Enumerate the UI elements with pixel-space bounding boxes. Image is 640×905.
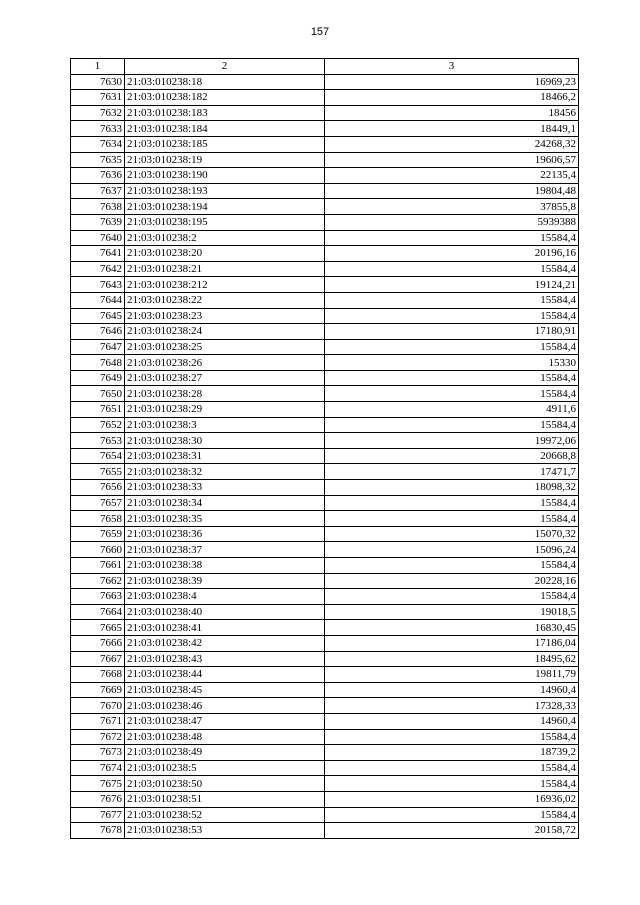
table-row	[71, 339, 579, 355]
table-row	[71, 433, 579, 449]
value-cell: 14960,4	[325, 682, 579, 698]
cadastral-number-cell: 21:03:010238:41	[125, 620, 325, 636]
cadastral-number-cell: 21:03:010238:50	[125, 776, 325, 792]
table-row	[71, 542, 579, 558]
row-number-cell: 7633	[71, 121, 125, 137]
value-cell: 18466,2	[325, 90, 579, 106]
cadastral-number-cell: 21:03:010238:33	[125, 480, 325, 496]
table-row	[71, 729, 579, 745]
value-cell: 19606,57	[325, 152, 579, 168]
cadastral-number-cell: 21:03:010238:194	[125, 199, 325, 215]
value-cell: 15584,4	[325, 370, 579, 386]
cadastral-number-cell: 21:03:010238:38	[125, 558, 325, 574]
table-row	[71, 589, 579, 605]
row-number-cell: 7652	[71, 417, 125, 433]
value-cell: 15584,4	[325, 760, 579, 776]
cadastral-number-cell: 21:03:010238:45	[125, 682, 325, 698]
row-number-cell: 7636	[71, 168, 125, 184]
cadastral-number-cell: 21:03:010238:42	[125, 635, 325, 651]
value-cell: 19972,06	[325, 433, 579, 449]
row-number-cell: 7662	[71, 573, 125, 589]
cadastral-number-cell: 21:03:010238:43	[125, 651, 325, 667]
row-number-cell: 7642	[71, 261, 125, 277]
cadastral-number-cell: 21:03:010238:28	[125, 386, 325, 402]
value-cell: 15584,4	[325, 511, 579, 527]
row-number-cell: 7668	[71, 667, 125, 683]
table-row	[71, 230, 579, 246]
cadastral-number-cell: 21:03:010238:40	[125, 604, 325, 620]
row-number-cell: 7648	[71, 355, 125, 371]
row-number-cell: 7634	[71, 136, 125, 152]
table-row	[71, 324, 579, 340]
table-row	[71, 370, 579, 386]
value-cell: 15584,4	[325, 417, 579, 433]
row-number-cell: 7675	[71, 776, 125, 792]
table-row	[71, 682, 579, 698]
cadastral-number-cell: 21:03:010238:32	[125, 464, 325, 480]
value-cell: 19018,5	[325, 604, 579, 620]
cadastral-number-cell: 21:03:010238:31	[125, 448, 325, 464]
value-cell: 15584,4	[325, 261, 579, 277]
cadastral-number-cell: 21:03:010238:37	[125, 542, 325, 558]
cadastral-number-cell: 21:03:010238:193	[125, 183, 325, 199]
cadastral-number-cell: 21:03:010238:29	[125, 402, 325, 418]
value-cell: 22135,4	[325, 168, 579, 184]
table-row	[71, 651, 579, 667]
table-row	[71, 183, 579, 199]
table-row	[71, 246, 579, 262]
cadastral-number-cell: 21:03:010238:25	[125, 339, 325, 355]
value-cell: 18449,1	[325, 121, 579, 137]
value-cell: 16936,02	[325, 791, 579, 807]
value-cell: 20668,8	[325, 448, 579, 464]
column-header-2: 2	[125, 59, 325, 75]
table-row	[71, 152, 579, 168]
cadastral-number-cell: 21:03:010238:182	[125, 90, 325, 106]
row-number-cell: 7655	[71, 464, 125, 480]
value-cell: 15584,4	[325, 589, 579, 605]
table-row	[71, 214, 579, 230]
cadastral-number-cell: 21:03:010238:21	[125, 261, 325, 277]
table-row	[71, 261, 579, 277]
row-number-cell: 7664	[71, 604, 125, 620]
value-cell: 18495,62	[325, 651, 579, 667]
table-row	[71, 121, 579, 137]
cadastral-number-cell: 21:03:010238:212	[125, 277, 325, 293]
table-row	[71, 308, 579, 324]
value-cell: 37855,8	[325, 199, 579, 215]
row-number-cell: 7630	[71, 74, 125, 90]
row-number-cell: 7651	[71, 402, 125, 418]
table-row	[71, 495, 579, 511]
cadastral-table	[70, 58, 579, 839]
table-row	[71, 417, 579, 433]
page-number: 157	[310, 26, 330, 38]
cadastral-number-cell: 21:03:010238:51	[125, 791, 325, 807]
table-row	[71, 136, 579, 152]
cadastral-number-cell: 21:03:010238:36	[125, 526, 325, 542]
row-number-cell: 7659	[71, 526, 125, 542]
row-number-cell: 7678	[71, 823, 125, 839]
value-cell: 24268,32	[325, 136, 579, 152]
value-cell: 15096,24	[325, 542, 579, 558]
cadastral-number-cell: 21:03:010238:18	[125, 74, 325, 90]
row-number-cell: 7643	[71, 277, 125, 293]
table-row	[71, 355, 579, 371]
row-number-cell: 7649	[71, 370, 125, 386]
cadastral-number-cell: 21:03:010238:23	[125, 308, 325, 324]
value-cell: 15584,4	[325, 807, 579, 823]
table-row	[71, 402, 579, 418]
row-number-cell: 7670	[71, 698, 125, 714]
table-row	[71, 745, 579, 761]
table-row	[71, 698, 579, 714]
table-header-row	[71, 59, 579, 75]
table-row	[71, 667, 579, 683]
cadastral-number-cell: 21:03:010238:5	[125, 760, 325, 776]
table-row	[71, 74, 579, 90]
value-cell: 16830,45	[325, 620, 579, 636]
row-number-cell: 7669	[71, 682, 125, 698]
row-number-cell: 7657	[71, 495, 125, 511]
table-row	[71, 760, 579, 776]
row-number-cell: 7639	[71, 214, 125, 230]
row-number-cell: 7650	[71, 386, 125, 402]
table-row	[71, 526, 579, 542]
table-row	[71, 168, 579, 184]
table-row	[71, 823, 579, 839]
row-number-cell: 7640	[71, 230, 125, 246]
cadastral-number-cell: 21:03:010238:27	[125, 370, 325, 386]
row-number-cell: 7672	[71, 729, 125, 745]
cadastral-number-cell: 21:03:010238:183	[125, 105, 325, 121]
value-cell: 15584,4	[325, 230, 579, 246]
cadastral-number-cell: 21:03:010238:2	[125, 230, 325, 246]
row-number-cell: 7661	[71, 558, 125, 574]
cadastral-number-cell: 21:03:010238:22	[125, 292, 325, 308]
value-cell: 18456	[325, 105, 579, 121]
row-number-cell: 7654	[71, 448, 125, 464]
row-number-cell: 7674	[71, 760, 125, 776]
cadastral-number-cell: 21:03:010238:4	[125, 589, 325, 605]
row-number-cell: 7673	[71, 745, 125, 761]
cadastral-number-cell: 21:03:010238:24	[125, 324, 325, 340]
value-cell: 15584,4	[325, 729, 579, 745]
table-row	[71, 604, 579, 620]
row-number-cell: 7667	[71, 651, 125, 667]
table-row	[71, 713, 579, 729]
table-row	[71, 511, 579, 527]
cadastral-number-cell: 21:03:010238:184	[125, 121, 325, 137]
value-cell: 15584,4	[325, 558, 579, 574]
column-header-1: 1	[71, 59, 125, 75]
row-number-cell: 7635	[71, 152, 125, 168]
row-number-cell: 7676	[71, 791, 125, 807]
row-number-cell: 7646	[71, 324, 125, 340]
value-cell: 15330	[325, 355, 579, 371]
row-number-cell: 7644	[71, 292, 125, 308]
cadastral-number-cell: 21:03:010238:195	[125, 214, 325, 230]
row-number-cell: 7671	[71, 713, 125, 729]
table-row	[71, 105, 579, 121]
row-number-cell: 7647	[71, 339, 125, 355]
table-row	[71, 573, 579, 589]
cadastral-number-cell: 21:03:010238:44	[125, 667, 325, 683]
cadastral-number-cell: 21:03:010238:49	[125, 745, 325, 761]
value-cell: 20158,72	[325, 823, 579, 839]
table-row	[71, 635, 579, 651]
cadastral-number-cell: 21:03:010238:3	[125, 417, 325, 433]
value-cell: 20228,16	[325, 573, 579, 589]
value-cell: 19804,48	[325, 183, 579, 199]
cadastral-number-cell: 21:03:010238:19	[125, 152, 325, 168]
cadastral-number-cell: 21:03:010238:26	[125, 355, 325, 371]
value-cell: 5939388	[325, 214, 579, 230]
table-row	[71, 480, 579, 496]
cadastral-number-cell: 21:03:010238:20	[125, 246, 325, 262]
value-cell: 16969,23	[325, 74, 579, 90]
value-cell: 15584,4	[325, 308, 579, 324]
cadastral-number-cell: 21:03:010238:34	[125, 495, 325, 511]
row-number-cell: 7677	[71, 807, 125, 823]
cadastral-number-cell: 21:03:010238:30	[125, 433, 325, 449]
cadastral-number-cell: 21:03:010238:185	[125, 136, 325, 152]
cadastral-number-cell: 21:03:010238:52	[125, 807, 325, 823]
column-header-3: 3	[325, 59, 579, 75]
value-cell: 19811,79	[325, 667, 579, 683]
value-cell: 17471,7	[325, 464, 579, 480]
value-cell: 18098,32	[325, 480, 579, 496]
table-row	[71, 776, 579, 792]
row-number-cell: 7632	[71, 105, 125, 121]
row-number-cell: 7663	[71, 589, 125, 605]
value-cell: 15584,4	[325, 386, 579, 402]
value-cell: 18739,2	[325, 745, 579, 761]
table-row	[71, 199, 579, 215]
row-number-cell: 7641	[71, 246, 125, 262]
value-cell: 4911,6	[325, 402, 579, 418]
cadastral-number-cell: 21:03:010238:35	[125, 511, 325, 527]
row-number-cell: 7631	[71, 90, 125, 106]
table-row	[71, 292, 579, 308]
cadastral-number-cell: 21:03:010238:48	[125, 729, 325, 745]
cadastral-number-cell: 21:03:010238:47	[125, 713, 325, 729]
value-cell: 15070,32	[325, 526, 579, 542]
row-number-cell: 7656	[71, 480, 125, 496]
table-row	[71, 386, 579, 402]
table-body	[71, 74, 579, 838]
value-cell: 17186,04	[325, 635, 579, 651]
table-row	[71, 464, 579, 480]
table-row	[71, 277, 579, 293]
table-row	[71, 448, 579, 464]
table-row	[71, 620, 579, 636]
value-cell: 15584,4	[325, 339, 579, 355]
value-cell: 17180,91	[325, 324, 579, 340]
row-number-cell: 7645	[71, 308, 125, 324]
table-row	[71, 90, 579, 106]
value-cell: 20196,16	[325, 246, 579, 262]
row-number-cell: 7658	[71, 511, 125, 527]
cadastral-number-cell: 21:03:010238:46	[125, 698, 325, 714]
row-number-cell: 7637	[71, 183, 125, 199]
row-number-cell: 7666	[71, 635, 125, 651]
table-row	[71, 558, 579, 574]
cadastral-number-cell: 21:03:010238:190	[125, 168, 325, 184]
value-cell: 14960,4	[325, 713, 579, 729]
value-cell: 15584,4	[325, 776, 579, 792]
value-cell: 15584,4	[325, 495, 579, 511]
table-row	[71, 807, 579, 823]
row-number-cell: 7660	[71, 542, 125, 558]
table-row	[71, 791, 579, 807]
row-number-cell: 7665	[71, 620, 125, 636]
cadastral-number-cell: 21:03:010238:53	[125, 823, 325, 839]
row-number-cell: 7653	[71, 433, 125, 449]
cadastral-number-cell: 21:03:010238:39	[125, 573, 325, 589]
value-cell: 17328,33	[325, 698, 579, 714]
value-cell: 19124,21	[325, 277, 579, 293]
row-number-cell: 7638	[71, 199, 125, 215]
value-cell: 15584,4	[325, 292, 579, 308]
